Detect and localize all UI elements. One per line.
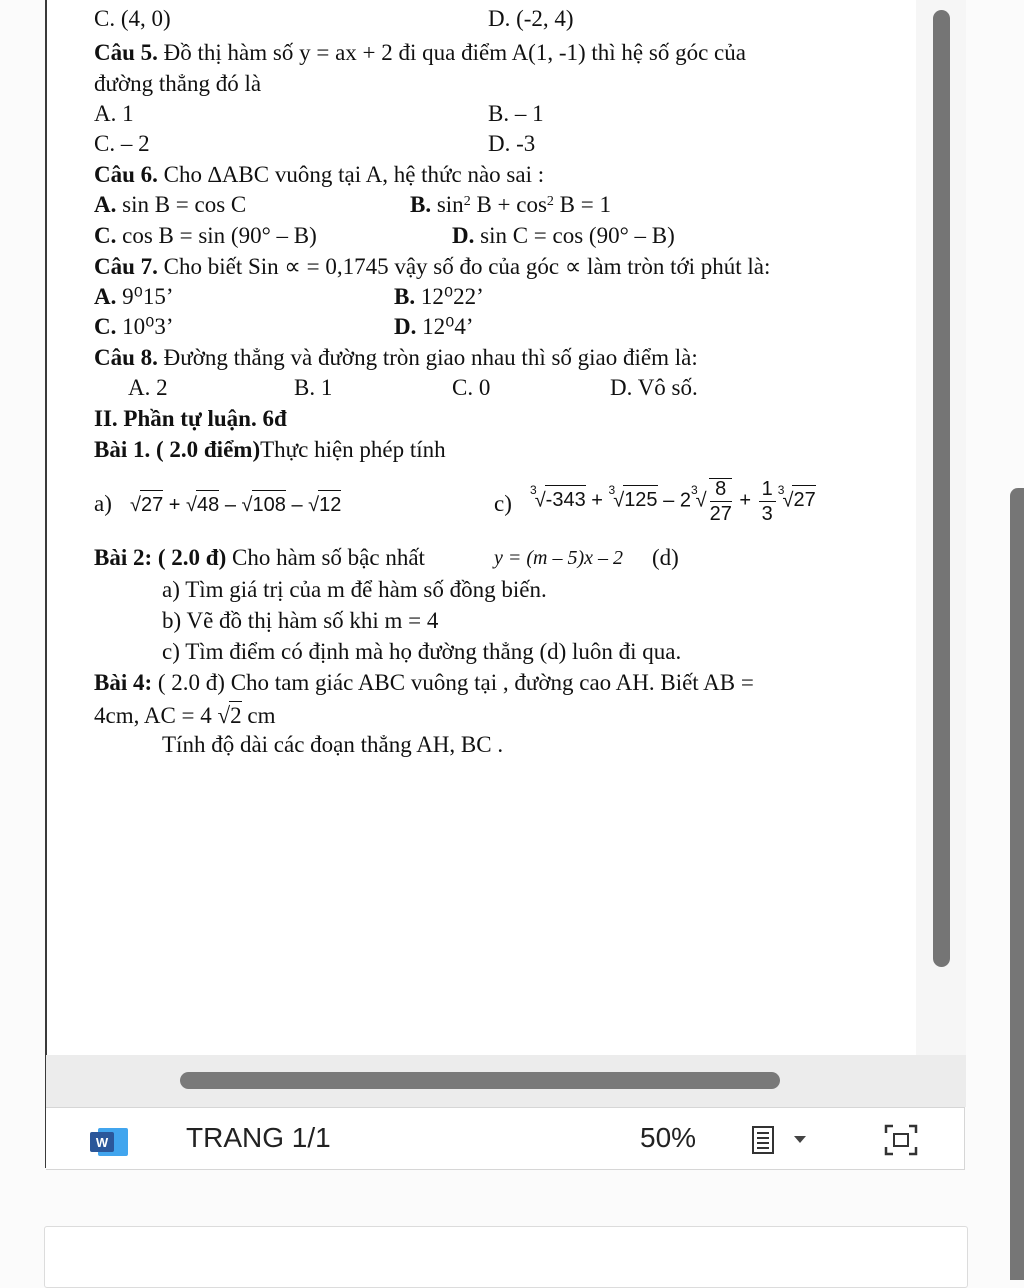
bai-2-a: a) Tìm giá trị của m để hàm số đồng biến. — [162, 577, 547, 602]
question-5: Câu 5. Đồ thị hàm số y = ax + 2 đi qua điểm A(1, -1) thì hệ số góc của — [94, 40, 746, 65]
q5-options-row2: C. – 2 D. -3 — [94, 131, 536, 156]
question-6: Câu 6. Cho ∆ABC vuông tại A, hệ thức nào sai : — [94, 162, 545, 187]
q5-options-row1: A. 1 B. – 1 — [94, 101, 544, 126]
q7-options-row1: A. 9⁰15’ B. 12⁰22’ — [94, 284, 484, 309]
part-2-heading: II. Phần tự luận. 6đ — [94, 406, 287, 431]
status-bar — [46, 1107, 965, 1170]
fullscreen-icon[interactable] — [884, 1124, 918, 1156]
bai-1-a-expression: √27 + √48 – √108 – √12 — [130, 490, 341, 519]
bai-2-b: b) Vẽ đồ thị hàm số khi m = 4 — [162, 608, 439, 633]
bai-4-task: Tính độ dài các đoạn thẳng AH, BC . — [162, 732, 504, 757]
bai-1-c-expression: $^3√-343 + ^3√125 - 2^3√$ $\frac{8}{27}$ + $\frac{1}{3}$ $^3$√27 — [530, 477, 816, 525]
q6-options-row2: C. cos B = sin (90° – B) D. sin C = cos (90° – B) — [94, 223, 675, 248]
next-page-card — [44, 1226, 968, 1288]
word-icon-letter: W — [95, 1135, 109, 1150]
horizontal-scrollbar-thumb[interactable] — [180, 1072, 780, 1089]
question-8: Câu 8. Đường thẳng và đường tròn giao nhau thì số giao điểm là: — [94, 345, 698, 370]
q6-options-row1: A. sin B = cos C B. $\sin^2 B + \cos^2 B = 1$ — [94, 192, 611, 217]
prev-options: C. (4, 0) D. (-2, 4) — [94, 6, 574, 31]
document-page — [46, 0, 916, 1055]
page-left-border — [45, 0, 47, 1168]
vertical-scrollbar-thumb[interactable] — [933, 10, 950, 967]
bai-1-a: a) √27 + √48 – √108 – √12 — [94, 490, 112, 518]
question-7: Câu 7. Cho biết Sin ∝ = 0,1745 vậy số đo của góc ∝ làm tròn tới phút là: — [94, 254, 771, 279]
bai-2-c: c) Tìm điểm có định mà họ đường thẳng (d) luôn đi qua. — [162, 639, 682, 664]
page-indicator[interactable]: TRANG 1/1 — [186, 1122, 331, 1153]
question-5-cont: đường thẳng đó là — [94, 71, 262, 96]
zoom-level[interactable]: 50% — [640, 1122, 697, 1153]
chevron-down-icon[interactable] — [794, 1136, 806, 1143]
bai-4: Bài 4: ( 2.0 đ) Cho tam giác ABC vuông tại , đường cao AH. Biết AB = — [94, 670, 754, 695]
q8-options: A. 2 B. 1 C. 0 D. Vô số. — [128, 375, 698, 400]
bai-2: Bài 2: ( 2.0 đ) Cho hàm số bậc nhất y = (m – 5)x – 2 (d) — [94, 545, 679, 570]
outer-scrollbar-thumb[interactable] — [1010, 488, 1024, 1280]
q7-options-row2: C. 10⁰3’ D. 12⁰4’ — [94, 314, 474, 339]
bai-1: Bài 1. ( 2.0 điểm)Thực hiện phép tính — [94, 437, 446, 462]
document-layout-icon[interactable] — [752, 1126, 774, 1154]
bai-4-cont: 4cm, AC = 4 √2 cm — [94, 703, 276, 728]
word-app-icon[interactable] — [90, 1126, 130, 1158]
